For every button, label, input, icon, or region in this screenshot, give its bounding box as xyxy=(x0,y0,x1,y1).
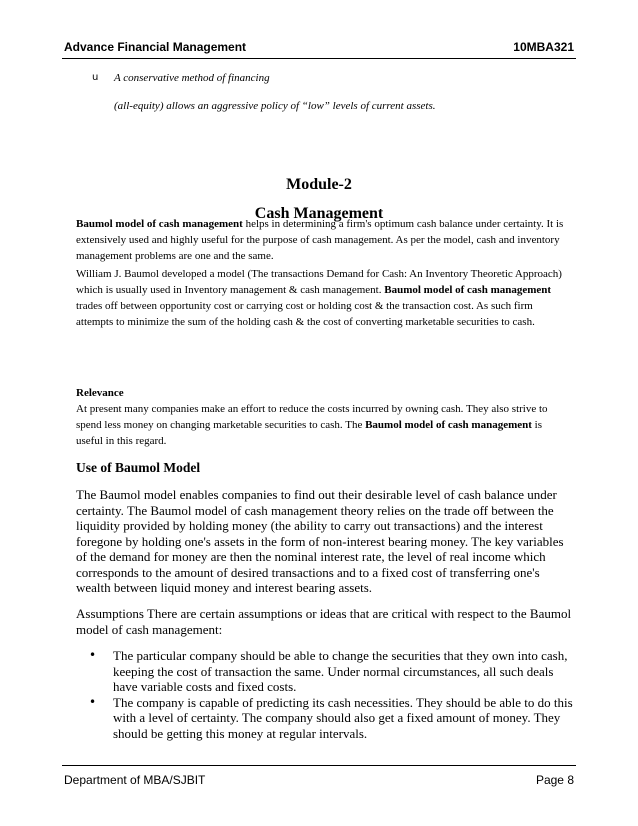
relevance-heading: Relevance xyxy=(76,387,124,399)
page-header xyxy=(62,38,576,59)
paragraph-text: helps in determining a firm's optimum cash balance under certainty. It is extensively used and highly useful for the purpose of cash management. As per the model, cash and inventory management problems are one and the same. xyxy=(76,218,564,262)
paragraph-relevance xyxy=(76,385,570,449)
bold-term: Baumol model of cash management xyxy=(365,419,532,431)
page-footer xyxy=(62,765,576,790)
header-course-title: Advance Financial Management xyxy=(64,40,247,54)
paragraph-baumol-history xyxy=(76,266,570,330)
paragraph-baumol-intro xyxy=(76,216,570,264)
paragraph-text: is useful in this regard. xyxy=(76,419,542,447)
paragraph-assumptions: Assumptions There are certain assumptions or ideas that are critical with respect to the Baumol model of cash management: xyxy=(76,606,572,637)
paragraph-text: trades off between opportunity cost or carrying cost or holding cost & the transaction cost. As such firm attempts to minimize the sum of the holding cash & the cost of converting marketable securities to cash. xyxy=(76,300,535,328)
intro-line-1: A conservative method of financing xyxy=(114,72,270,84)
paragraph-text: William J. Baumol developed a model (The transactions Demand for Cash: An Inventory Theoretic Approach) which is usually used in Inventory management & cash management. xyxy=(76,268,562,296)
paragraph-text: At present many companies make an effort to reduce the costs incurred by owning cash. They also strive to spend less money on changing marketable securities to cash. The xyxy=(76,403,548,431)
bold-term: Baumol model of cash management xyxy=(76,218,243,230)
intro-bullet-marker: u xyxy=(92,72,99,83)
header-course-code: 10MBA321 xyxy=(513,40,574,54)
list-item xyxy=(76,695,576,742)
list-item-text: The particular company should be able to change the securities that they own into cash, keeping the cost of transaction the same. Under normal circumstances, all such deals have variable costs and fixed costs. xyxy=(113,648,568,694)
intro-line-2: (all-equity) allows an aggressive policy of “low” levels of current assets. xyxy=(114,100,436,112)
module-subtitle: Cash Management xyxy=(254,205,384,222)
list-item xyxy=(76,648,576,695)
footer-department: Department of MBA/SJBIT xyxy=(64,773,206,787)
list-item-text: The company is capable of predicting its cash necessities. They should be able to do this with a level of certainty. The company should also get a fixed amount of money. They should be getting this money at regular intervals. xyxy=(113,694,573,741)
bold-term: Baumol model of cash management xyxy=(384,284,552,296)
paragraph-use-of-model: The Baumol model enables companies to find out their desirable level of cash balance under certainty. The Baumol model of cash management theory relies on the trade off between the liquidity provided by holding money (the ability to carry out transactions) and the interest foregone by holding one's assets in the form of non-interest bearing money. The key variables of the demand for money are then the nominal interest rate, the level of real income which corresponds to the amount of desired transactions and to a fixed cost of transferring one's wealth between liquid money and interest bearing assets. xyxy=(76,487,564,595)
module-title: Module-2 xyxy=(286,176,352,193)
bullet-dot: • xyxy=(89,694,97,709)
footer-page-number: Page 8 xyxy=(535,773,574,787)
bullet-dot: • xyxy=(89,648,97,662)
section-heading-use: Use of Baumol Model xyxy=(76,460,201,475)
assumptions-list xyxy=(76,648,576,741)
